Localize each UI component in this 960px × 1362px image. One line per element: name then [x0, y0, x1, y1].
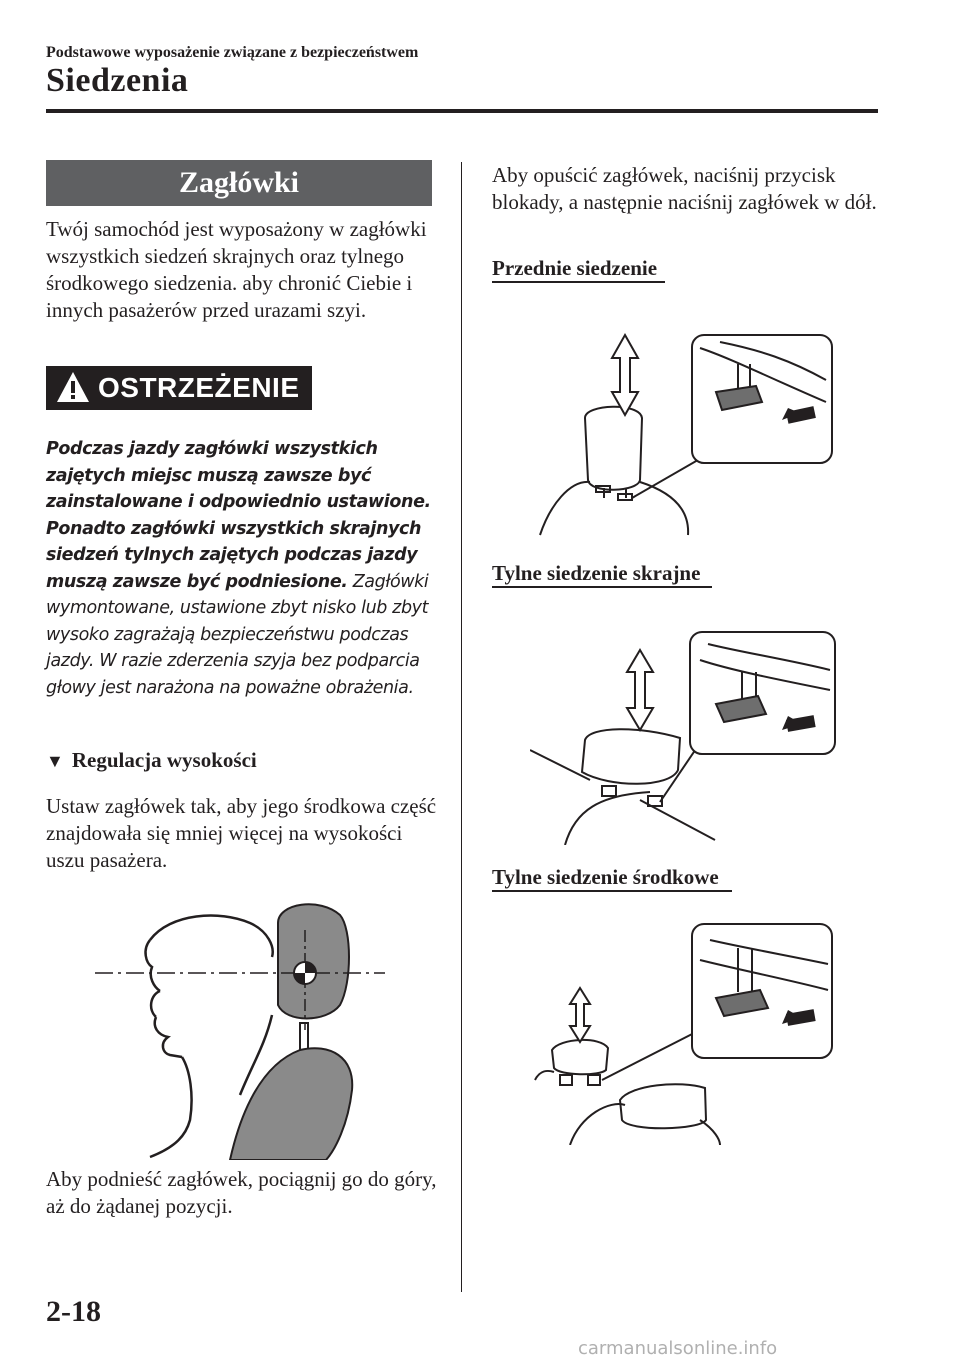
page-title: Siedzenia [46, 62, 189, 99]
watermark: carmanualsonline.info [578, 1338, 778, 1359]
warning-label: OSTRZEŻENIE [98, 372, 300, 403]
raise-instruction: Aby podnieść zagłówek, pociągnij go do góry, aż do żądanej pozycji. [46, 1167, 437, 1218]
caption-rear-outer-seat: Tylne siedzenie skrajne [492, 561, 701, 585]
warning-badge [46, 366, 312, 410]
warning-triangle-icon [55, 370, 91, 404]
section-title: Zagłówki [46, 160, 432, 206]
intro-paragraph: Twój samochód jest wyposażony w zagłówki wszystkich siedzeń skrajnych oraz tylnego środkowego siedzenia. aby chronić Ciebie i innych pasażerów przed urazami szyi. [46, 217, 427, 322]
caption-underline [492, 586, 712, 588]
breadcrumb: Podstawowe wyposażenie związane z bezpieczeństwem [46, 44, 419, 61]
height-adjust-text: Ustaw zagłówek tak, aby jego środkowa część znajdowała się mniej więcej na wysokości uszu pasażera. [46, 794, 437, 872]
triangle-down-icon: ▼ [46, 751, 64, 771]
caption-underline [492, 890, 732, 892]
height-adjust-heading-text: Regulacja wysokości [71, 748, 257, 772]
warning-bold-text: Podczas jazdy zagłówki wszystkich zajętych miejsc muszą zawsze być zainstalowane i odpowiednio ustawione. Ponadto zagłówki wszystkich skrajnych siedzeń tylnych zajętych podczas jazdy muszą zawsze być podniesione. [46, 439, 431, 592]
front-seat-illustration [530, 330, 840, 540]
rear-center-seat-illustration [530, 920, 840, 1145]
caption-front-seat: Przednie siedzenie [492, 256, 658, 280]
rear-outer-seat-illustration [530, 630, 840, 845]
height-adjust-heading [46, 748, 257, 773]
warning-text [46, 436, 446, 701]
warning-regular-text: Zagłówki wymontowane, ustawione zbyt nisko lub zbyt wysoko zagrażają bezpieczeństwu podczas jazdy. W razie zderzenia szyja bez podparcia głowy jest narażona na poważne obrażenia. [46, 571, 429, 698]
caption-rear-center-seat: Tylne siedzenie środkowe [492, 865, 719, 889]
column-divider [461, 162, 462, 1292]
head-position-illustration [90, 895, 390, 1160]
title-rule [46, 109, 878, 113]
lower-instruction: Aby opuścić zagłówek, naciśnij przycisk blokady, a następnie naciśnij zagłówek w dół. [492, 163, 877, 214]
page-number: 2-18 [46, 1295, 101, 1328]
caption-underline [492, 281, 665, 283]
